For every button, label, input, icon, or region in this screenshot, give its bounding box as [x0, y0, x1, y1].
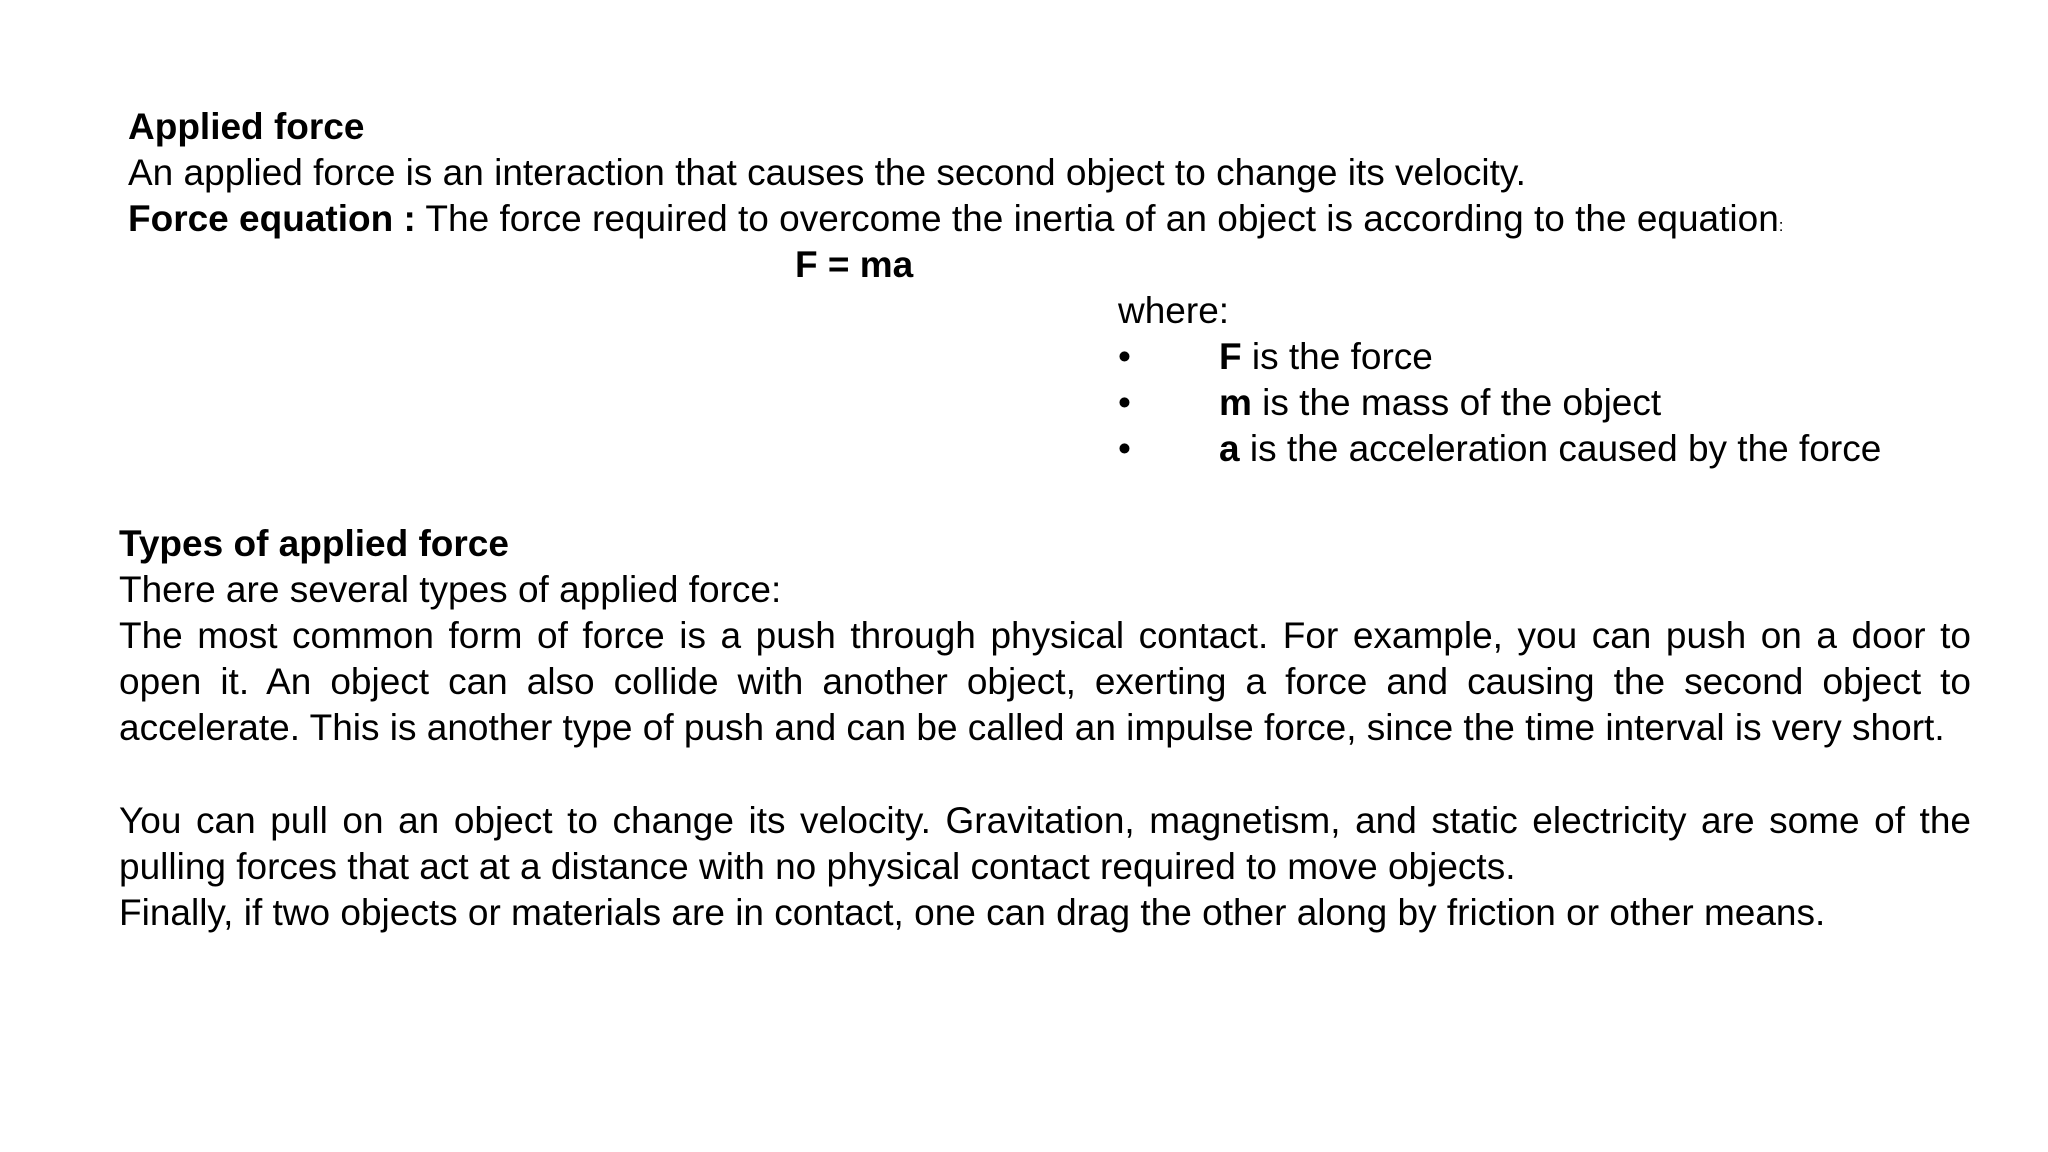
variable-item-m — [1219, 380, 1661, 426]
force-equation-text: The force required to overcome the inertia of an object is according to the equation — [415, 198, 1779, 239]
types-intro: There are several types of applied force: — [119, 569, 782, 610]
bullet-icon: • — [1118, 382, 1131, 423]
force-equation-line — [128, 196, 1784, 249]
variable-symbol: a — [1219, 428, 1240, 469]
applied-force-definition: An applied force is an interaction that causes the second object to change its velocity. — [128, 152, 1526, 193]
drag-paragraph: Finally, if two objects or materials are in contact, one can drag the other along by friction or other means. — [119, 892, 1826, 933]
variable-item-f — [1219, 334, 1433, 380]
bullet-icon: • — [1118, 428, 1131, 469]
bullet-icon: • — [1118, 336, 1131, 377]
where-label: where: — [1118, 290, 1230, 331]
variable-description: is the force — [1241, 336, 1433, 377]
push-paragraph: The most common form of force is a push through physical contact. For example, you can push on a door to open it. An object can also collide with another object, exerting a force and causing the second object to accelerate. This is another type of push and can be called an impulse force, since the time interval is very short. — [119, 615, 1971, 749]
force-equation: F = ma — [795, 244, 914, 285]
pull-paragraph: You can pull on an object to change its velocity. Gravitation, magnetism, and static electricity are some of the pulling forces that act at a distance with no physical contact required to move objects. — [119, 800, 1971, 888]
variable-description: is the acceleration caused by the force — [1239, 428, 1882, 469]
force-equation-colon: : — [1778, 216, 1784, 235]
section-title-types-of-applied-force: Types of applied force — [119, 523, 509, 564]
variable-description: is the mass of the object — [1251, 382, 1662, 423]
variable-symbol: m — [1219, 382, 1252, 423]
variable-symbol: F — [1219, 336, 1242, 377]
section-title-applied-force: Applied force — [128, 106, 365, 147]
force-equation-label: Force equation : — [128, 198, 416, 239]
variable-item-a — [1219, 426, 1881, 472]
